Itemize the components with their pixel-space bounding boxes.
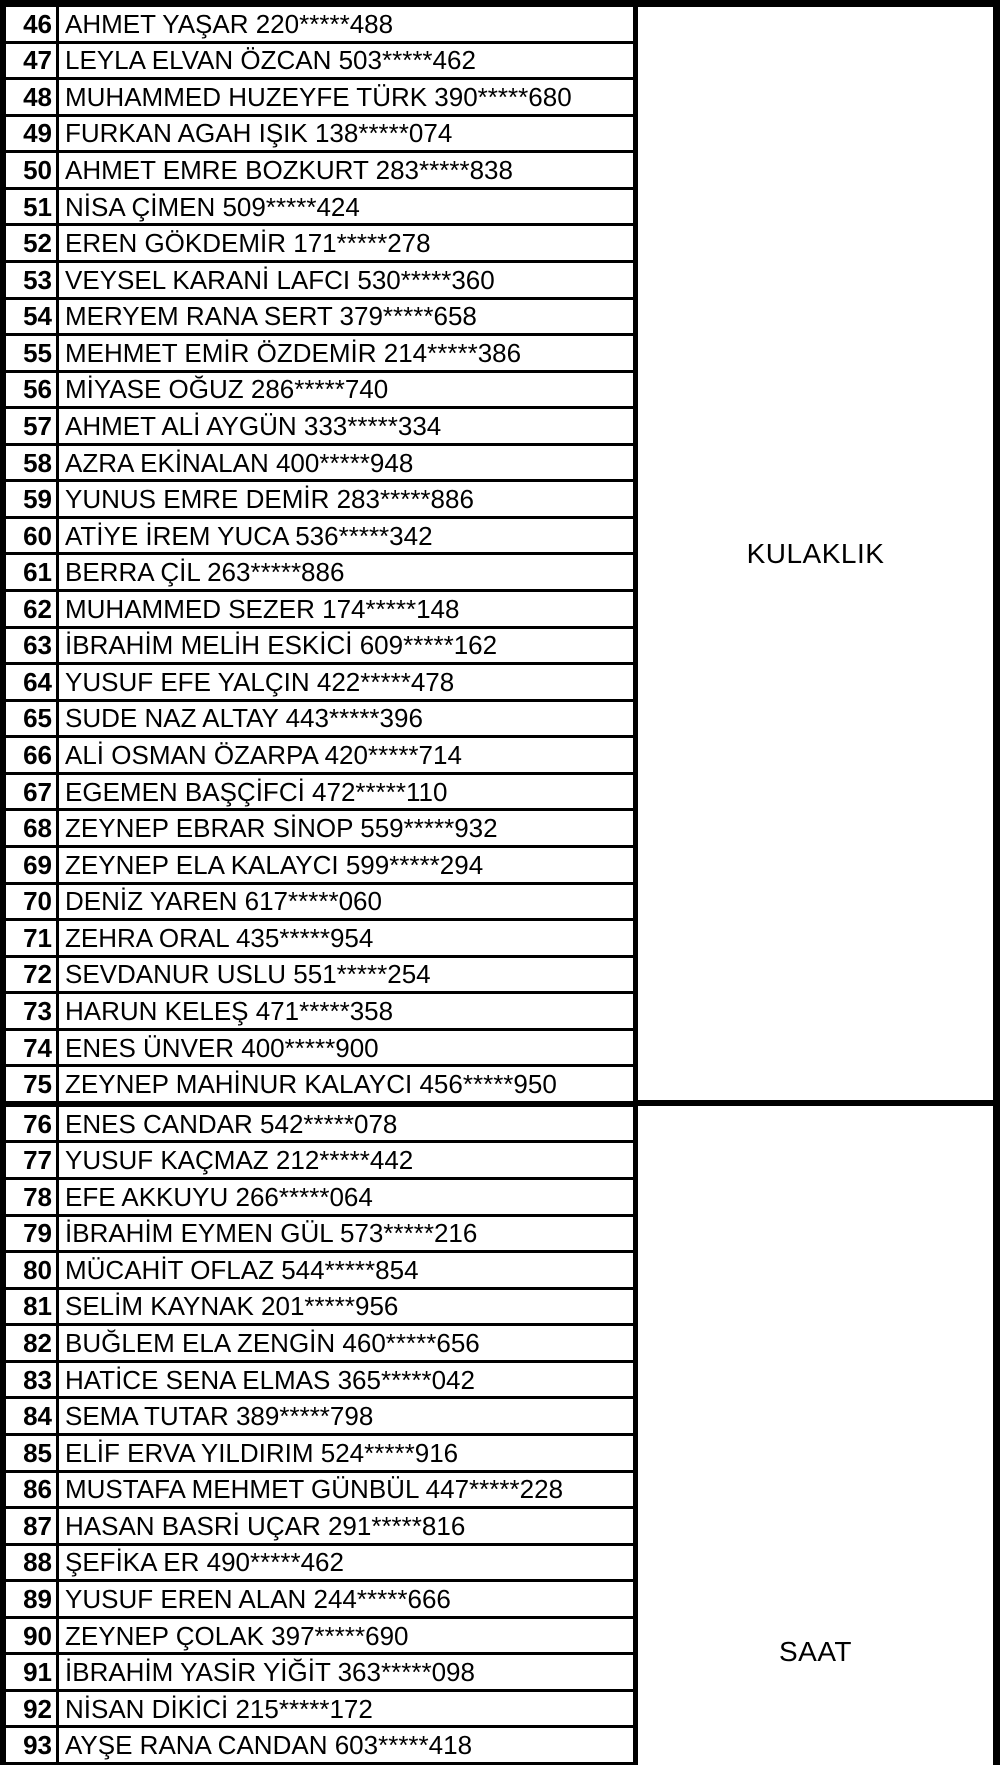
table-row (6, 519, 634, 556)
row-winner-entry: MERYEM RANA SERT 379*****658 (65, 301, 477, 332)
row-winner-entry: SELİM KAYNAK 201*****956 (65, 1291, 399, 1322)
table-row (6, 1728, 634, 1765)
row-winner-entry: MUHAMMED HUZEYFE TÜRK 390*****680 (65, 81, 572, 112)
table-row (6, 1326, 634, 1363)
row-winner-entry: ZEYNEP ELA KALAYCI 599*****294 (65, 849, 484, 880)
row-number: 65 (6, 702, 59, 736)
table-border-right (993, 0, 1000, 1765)
row-number: 87 (6, 1509, 59, 1543)
table-row (6, 994, 634, 1031)
row-winner-entry: İBRAHİM MELİH ESKİCİ 609*****162 (65, 630, 498, 661)
row-number: 79 (6, 1217, 59, 1251)
table-row (6, 373, 634, 410)
row-number: 46 (6, 7, 59, 41)
row-number: 85 (6, 1436, 59, 1470)
row-winner-entry: ELİF ERVA YILDIRIM 524*****916 (65, 1437, 459, 1468)
table-border-top (0, 0, 1000, 7)
row-winner-entry: ZEYNEP EBRAR SİNOP 559*****932 (65, 813, 498, 844)
row-winner-entry: İBRAHİM EYMEN GÜL 573*****216 (65, 1218, 478, 1249)
row-winner-entry: ENES ÜNVER 400*****900 (65, 1032, 379, 1063)
row-winner-entry: BUĞLEM ELA ZENGİN 460*****656 (65, 1328, 480, 1359)
table-row (6, 226, 634, 263)
table-row (6, 300, 634, 337)
row-number: 57 (6, 409, 59, 443)
row-winner-entry: İBRAHİM YASİR YİĞİT 363*****098 (65, 1657, 475, 1688)
table-row (6, 921, 634, 958)
row-number: 88 (6, 1546, 59, 1580)
table-row (6, 7, 634, 44)
row-number: 52 (6, 226, 59, 260)
row-winner-entry: SUDE NAZ ALTAY 443*****396 (65, 703, 423, 734)
table-row (6, 80, 634, 117)
row-winner-entry: SEVDANUR USLU 551*****254 (65, 959, 431, 990)
table-row (6, 848, 634, 885)
row-number: 86 (6, 1473, 59, 1507)
row-number: 54 (6, 300, 59, 334)
row-number: 90 (6, 1619, 59, 1653)
row-number: 68 (6, 811, 59, 845)
row-winner-entry: SEMA TUTAR 389*****798 (65, 1401, 374, 1432)
table-row (6, 263, 634, 300)
row-winner-entry: ENES CANDAR 542*****078 (65, 1108, 398, 1139)
table-row (6, 153, 634, 190)
row-number: 92 (6, 1692, 59, 1726)
row-winner-entry: EREN GÖKDEMİR 171*****278 (65, 228, 431, 259)
table-row (6, 1582, 634, 1619)
row-winner-entry: YUSUF KAÇMAZ 212*****442 (65, 1145, 414, 1176)
table-row (6, 1143, 634, 1180)
row-number: 75 (6, 1067, 59, 1101)
table-row (6, 555, 634, 592)
row-winner-entry: LEYLA ELVAN ÖZCAN 503*****462 (65, 45, 476, 76)
row-number: 76 (6, 1107, 59, 1141)
table-row (6, 1253, 634, 1290)
row-winner-entry: AHMET ALİ AYGÜN 333*****334 (65, 410, 442, 441)
row-number: 48 (6, 80, 59, 114)
table-row (6, 1692, 634, 1729)
row-winner-entry: HASAN BASRİ UÇAR 291*****816 (65, 1510, 466, 1541)
row-number: 93 (6, 1728, 59, 1762)
row-winner-entry: ZEHRA ORAL 435*****954 (65, 922, 374, 953)
row-winner-entry: MUHAMMED SEZER 174*****148 (65, 593, 460, 624)
table-row (6, 117, 634, 154)
row-number: 74 (6, 1031, 59, 1065)
table-row (6, 958, 634, 995)
table-row (6, 482, 634, 519)
row-winner-entry: ALİ OSMAN ÖZARPA 420*****714 (65, 740, 462, 771)
row-winner-entry: BERRA ÇİL 263*****886 (65, 557, 345, 588)
table-row (6, 1399, 634, 1436)
row-winner-entry: ZEYNEP MAHİNUR KALAYCI 456*****950 (65, 1069, 557, 1100)
row-number: 78 (6, 1180, 59, 1214)
table-row (6, 1180, 634, 1217)
row-number: 56 (6, 373, 59, 407)
table-border-left (0, 0, 6, 1765)
row-number: 61 (6, 555, 59, 589)
table-row (6, 1473, 634, 1510)
prize-cell-saat (638, 1106, 993, 1765)
row-number: 89 (6, 1582, 59, 1616)
row-number: 70 (6, 885, 59, 919)
row-number: 81 (6, 1290, 59, 1324)
table-row (6, 775, 634, 812)
row-winner-entry: NİSA ÇİMEN 509*****424 (65, 191, 360, 222)
table-row (6, 1509, 634, 1546)
table-row (6, 1107, 634, 1144)
table-row (6, 665, 634, 702)
row-winner-entry: AZRA EKİNALAN 400*****948 (65, 447, 414, 478)
table-row (6, 336, 634, 373)
row-number: 51 (6, 190, 59, 224)
table-row (6, 1363, 634, 1400)
prize-label-kulaklik: KULAKLIK (746, 537, 885, 569)
winners-table (6, 7, 634, 1765)
row-winner-entry: YUNUS EMRE DEMİR 283*****886 (65, 484, 474, 515)
row-number: 73 (6, 994, 59, 1028)
row-number: 53 (6, 263, 59, 297)
row-number: 58 (6, 446, 59, 480)
row-winner-entry: ZEYNEP ÇOLAK 397*****690 (65, 1620, 409, 1651)
table-row (6, 738, 634, 775)
row-winner-entry: AYŞE RANA CANDAN 603*****418 (65, 1730, 473, 1761)
row-winner-entry: ŞEFİKA ER 490*****462 (65, 1547, 344, 1578)
row-winner-entry: MİYASE OĞUZ 286*****740 (65, 374, 389, 405)
row-winner-entry: AHMET YAŞAR 220*****488 (65, 8, 394, 39)
table-row (6, 190, 634, 227)
row-winner-entry: DENİZ YAREN 617*****060 (65, 886, 382, 917)
row-number: 49 (6, 117, 59, 151)
row-number: 60 (6, 519, 59, 553)
table-row (6, 446, 634, 483)
row-number: 64 (6, 665, 59, 699)
row-winner-entry: YUSUF EFE YALÇIN 422*****478 (65, 666, 455, 697)
table-row (6, 811, 634, 848)
table-row (6, 592, 634, 629)
row-winner-entry: FURKAN AGAH IŞIK 138*****074 (65, 118, 453, 149)
row-number: 82 (6, 1326, 59, 1360)
table-row (6, 629, 634, 666)
row-winner-entry: MUSTAFA MEHMET GÜNBÜL 447*****228 (65, 1474, 564, 1505)
row-number: 72 (6, 958, 59, 992)
row-winner-entry: VEYSEL KARANİ LAFCI 530*****360 (65, 264, 495, 295)
row-winner-entry: NİSAN DİKİCİ 215*****172 (65, 1693, 373, 1724)
row-winner-entry: AHMET EMRE BOZKURT 283*****838 (65, 155, 513, 186)
table-row (6, 1619, 634, 1656)
row-winner-entry: MÜCAHİT OFLAZ 544*****854 (65, 1254, 419, 1285)
prize-column (633, 7, 993, 1765)
row-number: 66 (6, 738, 59, 772)
row-number: 62 (6, 592, 59, 626)
row-number: 50 (6, 153, 59, 187)
row-winner-entry: HATİCE SENA ELMAS 365*****042 (65, 1364, 475, 1395)
row-winner-entry: HARUN KELEŞ 471*****358 (65, 995, 394, 1026)
row-number: 91 (6, 1655, 59, 1689)
row-number: 77 (6, 1143, 59, 1177)
row-number: 67 (6, 775, 59, 809)
row-number: 69 (6, 848, 59, 882)
row-number: 83 (6, 1363, 59, 1397)
table-row (6, 409, 634, 446)
table-row (6, 1217, 634, 1254)
table-row (6, 1655, 634, 1692)
prize-label-saat: SAAT (778, 1636, 853, 1667)
row-winner-entry: ATİYE İREM YUCA 536*****342 (65, 520, 433, 551)
row-winner-entry: YUSUF EREN ALAN 244*****666 (65, 1583, 451, 1614)
table-row (6, 885, 634, 922)
table-row (6, 1067, 634, 1107)
table-row (6, 1031, 634, 1068)
row-number: 63 (6, 629, 59, 663)
table-row (6, 1436, 634, 1473)
row-number: 59 (6, 482, 59, 516)
row-number: 47 (6, 44, 59, 78)
prize-cell-kulaklik (638, 7, 993, 1106)
row-number: 80 (6, 1253, 59, 1287)
table-row (6, 1290, 634, 1327)
row-number: 55 (6, 336, 59, 370)
row-number: 84 (6, 1399, 59, 1433)
row-winner-entry: MEHMET EMİR ÖZDEMİR 214*****386 (65, 337, 522, 368)
table-row (6, 702, 634, 739)
table-row (6, 44, 634, 81)
row-number: 71 (6, 921, 59, 955)
row-winner-entry: EFE AKKUYU 266*****064 (65, 1181, 373, 1212)
table-row (6, 1546, 634, 1583)
row-winner-entry: EGEMEN BAŞÇİFCİ 472*****110 (65, 776, 448, 807)
